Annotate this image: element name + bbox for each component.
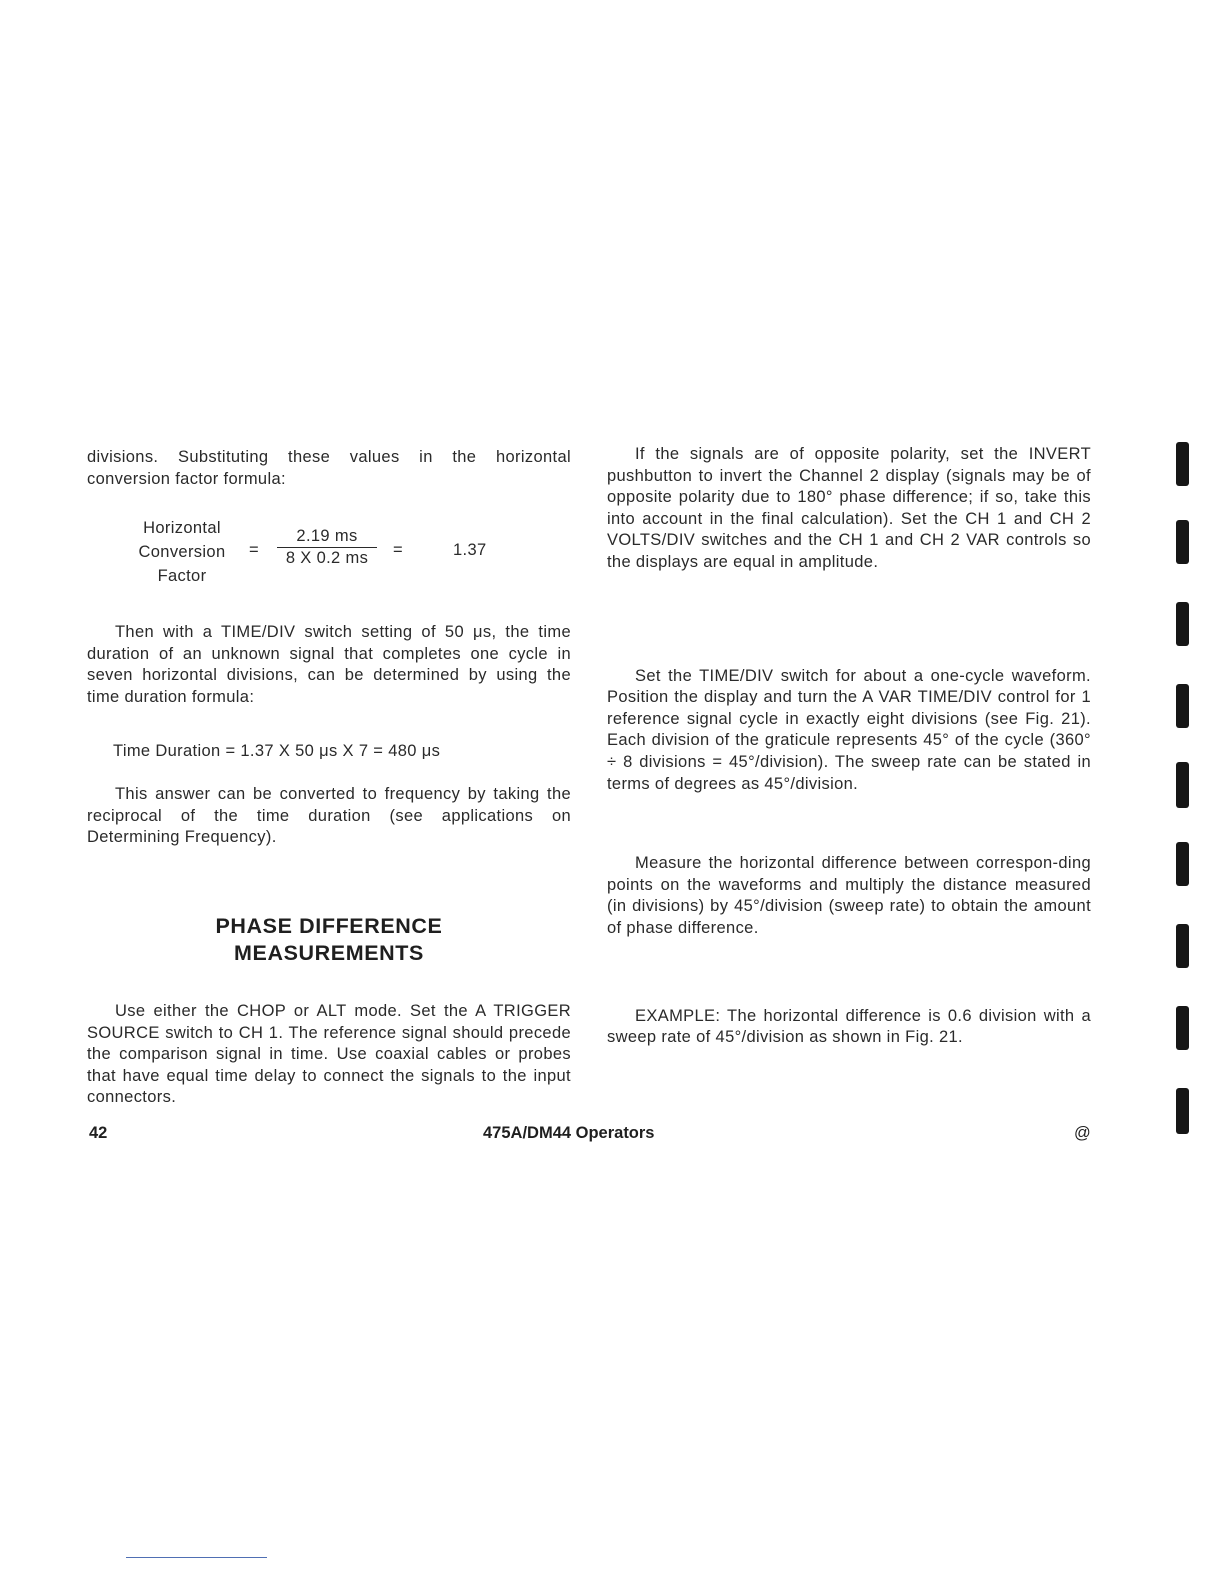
binding-tab-mark: [1176, 442, 1189, 486]
footer-mark: @: [1074, 1124, 1091, 1142]
formula-label-line: Horizontal: [143, 519, 221, 538]
binding-tab-mark: [1176, 762, 1189, 808]
bottom-rule: [126, 1557, 267, 1558]
frequency-paragraph: This answer can be converted to frequency by taking the reciprocal of the time duration (see applications on Determining Frequency).: [87, 785, 571, 847]
time-duration-formula: Time Duration = 1.37 X 50 μs X 7 = 480 μs: [113, 741, 441, 760]
binding-tab-mark: [1176, 684, 1189, 728]
formula-label-line: Conversion: [138, 543, 226, 562]
binding-tab-mark: [1176, 842, 1189, 886]
example-paragraph: EXAMPLE: The horizontal difference is 0.6 division with a sweep rate of 45°/division as shown in Fig. 21.: [607, 1006, 1091, 1047]
binding-tab-mark: [1176, 1088, 1189, 1134]
fraction-numerator: 2.19 ms: [277, 526, 377, 548]
equals-sign: =: [393, 541, 403, 560]
formula-result: 1.37: [453, 541, 487, 560]
binding-tab-mark: [1176, 602, 1189, 646]
conversion-factor-formula: [87, 516, 571, 594]
section-heading: [87, 913, 571, 967]
formula-label: [117, 516, 247, 588]
formula-label-line: Factor: [157, 567, 207, 586]
time-duration-paragraph: Then with a TIME/DIV switch setting of 50 μs, the time duration of an unknown signal that completes one cycle in seven horizontal divisions, can be determined by using the time duration formula:: [87, 623, 571, 706]
measure-paragraph: Measure the horizontal difference between correspon-ding points on the waveforms and multiply the distance measured (in divisions) by 45°/division (sweep rate) to obtain the amount of phase difference.: [607, 854, 1091, 937]
phase-setup-paragraph: Use either the CHOP or ALT mode. Set the A TRIGGER SOURCE switch to CH 1. The reference signal should precede the comparison signal in time. Use coaxial cables or probes that have equal time delay to connect the signals to the input connectors.: [87, 1001, 571, 1107]
page-number: 42: [89, 1124, 108, 1142]
timediv-paragraph: Set the TIME/DIV switch for about a one-cycle waveform. Position the display and turn the A VAR TIME/DIV control for 1 reference signal cycle in exactly eight divisions (see Fig. 21). Each division of the graticule represents 45° of the cycle (360° ÷ 8 divisions = 45°/division). The sweep rate can be stated in terms of degrees as 45°/division.: [607, 666, 1091, 793]
polarity-paragraph: If the signals are of opposite polarity, set the INVERT pushbutton to invert the Channel 2 display (signals may be of opposite polarity due to 180° phase difference; if so, take this into account in the final calculation). Set the CH 1 and CH 2 VOLTS/DIV switches and the CH 1 and CH 2 VAR controls so the displays are equal in amplitude.: [607, 445, 1091, 571]
right-column: [607, 444, 1091, 1049]
equals-sign: =: [249, 541, 259, 560]
section-heading-line: PHASE DIFFERENCE: [215, 913, 443, 938]
fraction-denominator: 8 X 0.2 ms: [285, 549, 369, 568]
section-heading-line: MEASUREMENTS: [234, 940, 424, 965]
left-column: [87, 447, 571, 1109]
intro-paragraph: divisions. Substituting these values in the horizontal conversion factor formula:: [87, 448, 571, 488]
binding-tab-mark: [1176, 924, 1189, 968]
fraction: [277, 526, 377, 568]
manual-title: 475A/DM44 Operators: [483, 1124, 655, 1142]
binding-tab-mark: [1176, 1006, 1189, 1050]
binding-tab-mark: [1176, 520, 1189, 564]
